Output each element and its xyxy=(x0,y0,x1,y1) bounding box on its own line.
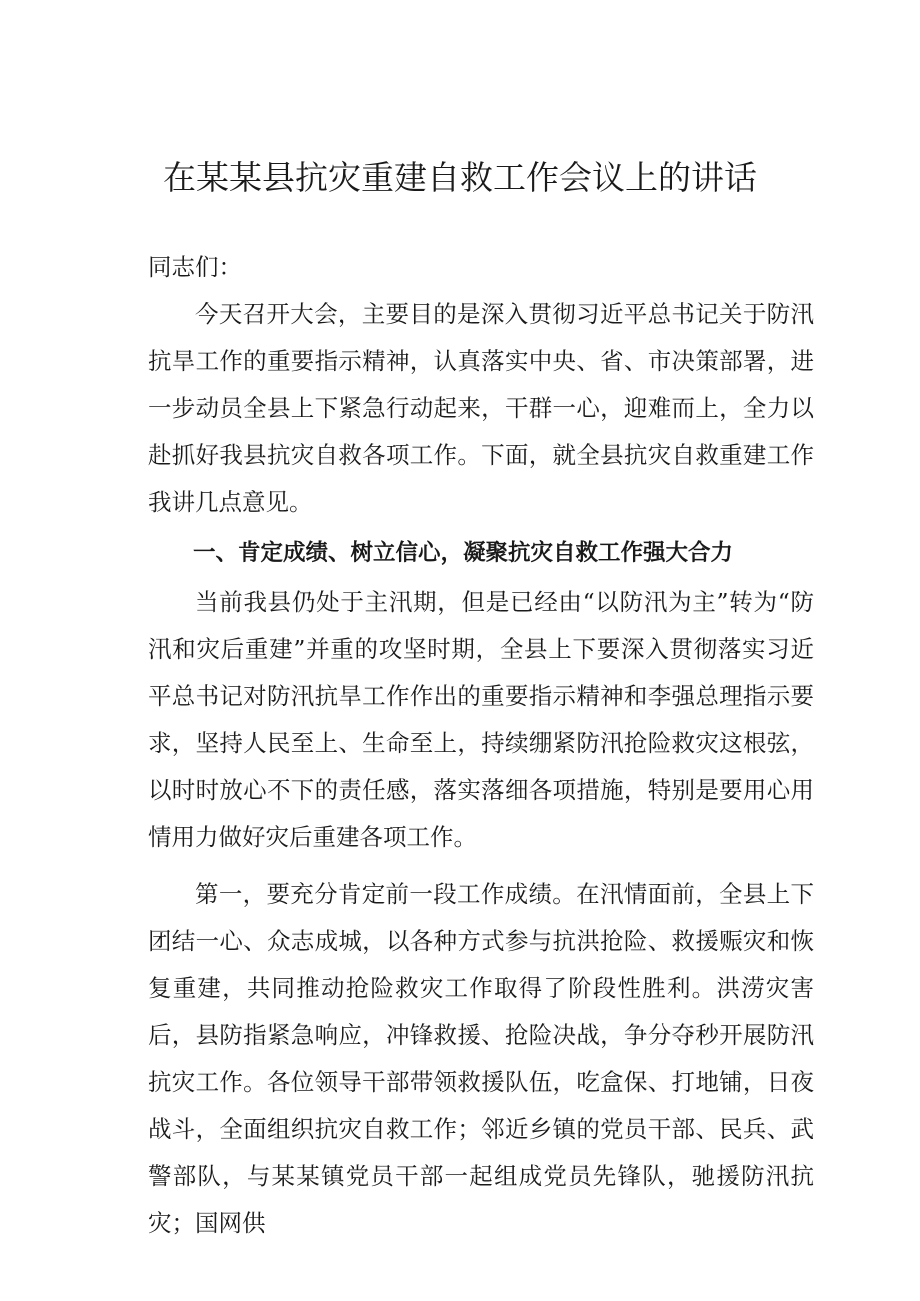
salutation: 同志们： xyxy=(148,253,242,281)
document-title: 在某某县抗灾重建自救工作会议上的讲话 xyxy=(163,158,757,197)
section-one-heading: 一、肯定成绩、树立信心，凝聚抗灾自救工作强大合力 xyxy=(193,540,734,566)
point-one-paragraph: 第一，要充分肯定前一段工作成绩。在汛情面前，全县上下团结一心、众志成城，以各种方式参与抗洪抢险、救援赈灾和恢复重建，共同推动抢险救灾工作取得了阶段性胜利。洪涝灾害后，县防指紧急响应，冲锋救援、抢险决战，争分夺秒开展防汛抗灾工作。各位领导干部带领救援队伍，吃盒保、打地铺，日夜战斗，全面组织抗灾自救工作；邻近乡镇的党员干部、民兵、武警部队，与某某镇党员干部一起组成党员先锋队，驰援防汛抗灾；国网供 xyxy=(148,880,814,1237)
intro-paragraph: 今天召开大会，主要目的是深入贯彻习近平总书记关于防汛抗旱工作的重要指示精神，认真落实中央、省、市决策部署，进一步动员全县上下紧急行动起来，干群一心，迎难而上，全力以赴抓好我县抗灾自救各项工作。下面，就全县抗灾自救重建工作我讲几点意见。 xyxy=(148,300,814,516)
document-body xyxy=(148,244,814,1247)
section-one-paragraph: 当前我县仍处于主汛期，但是已经由“以防汛为主”转为“防汛和灾后重建”并重的攻坚时期，全县上下要深入贯彻落实习近平总书记对防汛抗旱工作作出的重要指示精神和李强总理指示要求，坚持人民至上、生命至上，持续绷紧防汛抢险救灾这根弦，以时时放心不下的责任感，落实落细各项措施，特别是要用心用情用力做好灾后重建各项工作。 xyxy=(148,588,814,851)
